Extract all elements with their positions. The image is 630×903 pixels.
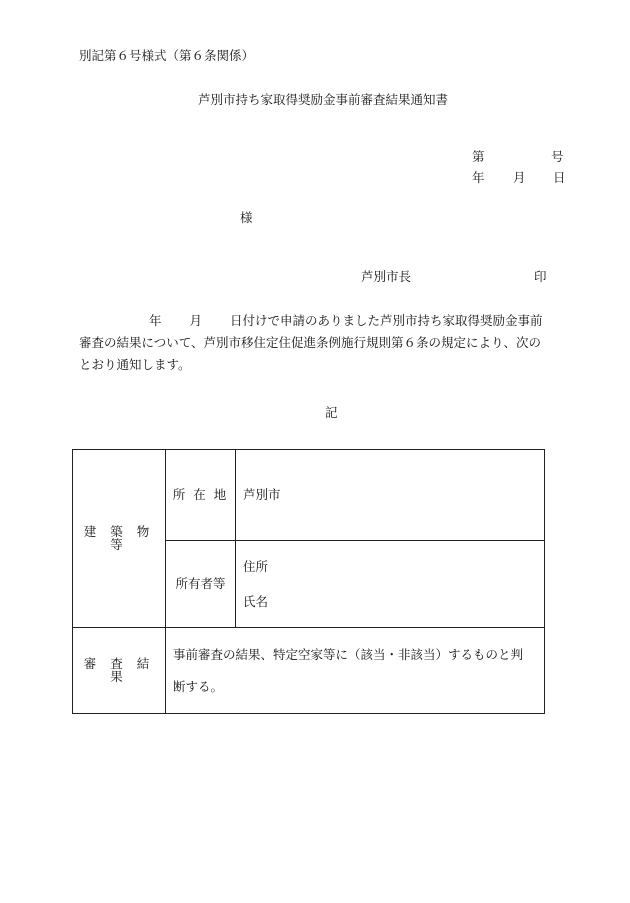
location-label-cell (166, 450, 236, 541)
result-text-line-1: 事前審査の結果、特定空家等に（該当・非該当）するものと判 (173, 646, 524, 662)
date-month: 月 (513, 170, 526, 185)
issuer-seal: 印 (534, 269, 547, 284)
body-year: 年 (149, 313, 162, 328)
owner-label: 所有者等 (175, 575, 226, 591)
notice-body (79, 310, 589, 376)
form-reference: 別記第６号様式（第６条関係） (79, 48, 255, 63)
result-text (166, 639, 544, 703)
location-value: 芦別市 (243, 486, 281, 502)
building-label-cell (73, 450, 166, 628)
building-label: 建 築 物 等 (83, 524, 155, 552)
owner-label-cell (166, 541, 236, 628)
result-label-cell (73, 628, 166, 714)
result-table (72, 449, 545, 714)
result-label: 審 査 結 果 (83, 656, 155, 684)
table-row-result (73, 628, 545, 714)
doc-number-go: 号 (551, 149, 564, 164)
owner-name-label: 氏名 (243, 594, 269, 609)
location-label: 所 在 地 (172, 486, 229, 502)
result-text-cell (166, 628, 545, 714)
document-title: 芦別市持ち家取得奨励金事前審査結果通知書 (198, 92, 449, 107)
date-day: 日 (553, 170, 566, 185)
body-line-1-rest: 日付けで申請のありました芦別市持ち家取得奨励金事前 (230, 313, 543, 328)
body-line-3: とおり通知します。 (79, 357, 191, 372)
date-year: 年 (472, 170, 485, 185)
body-line-1 (79, 310, 589, 332)
owner-value-cell (236, 541, 545, 628)
addressee-sama: 様 (240, 210, 253, 225)
ki-heading: 記 (325, 405, 338, 420)
result-text-line-2: 断する。 (173, 678, 224, 694)
body-line-2: 審査の結果について、芦別市移住定住促進条例施行規則第６条の規定により、次の (79, 335, 542, 350)
location-value-cell (236, 450, 545, 541)
owner-address-label: 住所 (243, 559, 269, 574)
doc-number-dai: 第 (472, 149, 485, 164)
owner-fields (236, 549, 544, 619)
table-row-location (73, 450, 545, 541)
issuer-name: 芦別市長 (361, 269, 412, 284)
body-month: 月 (189, 313, 203, 328)
